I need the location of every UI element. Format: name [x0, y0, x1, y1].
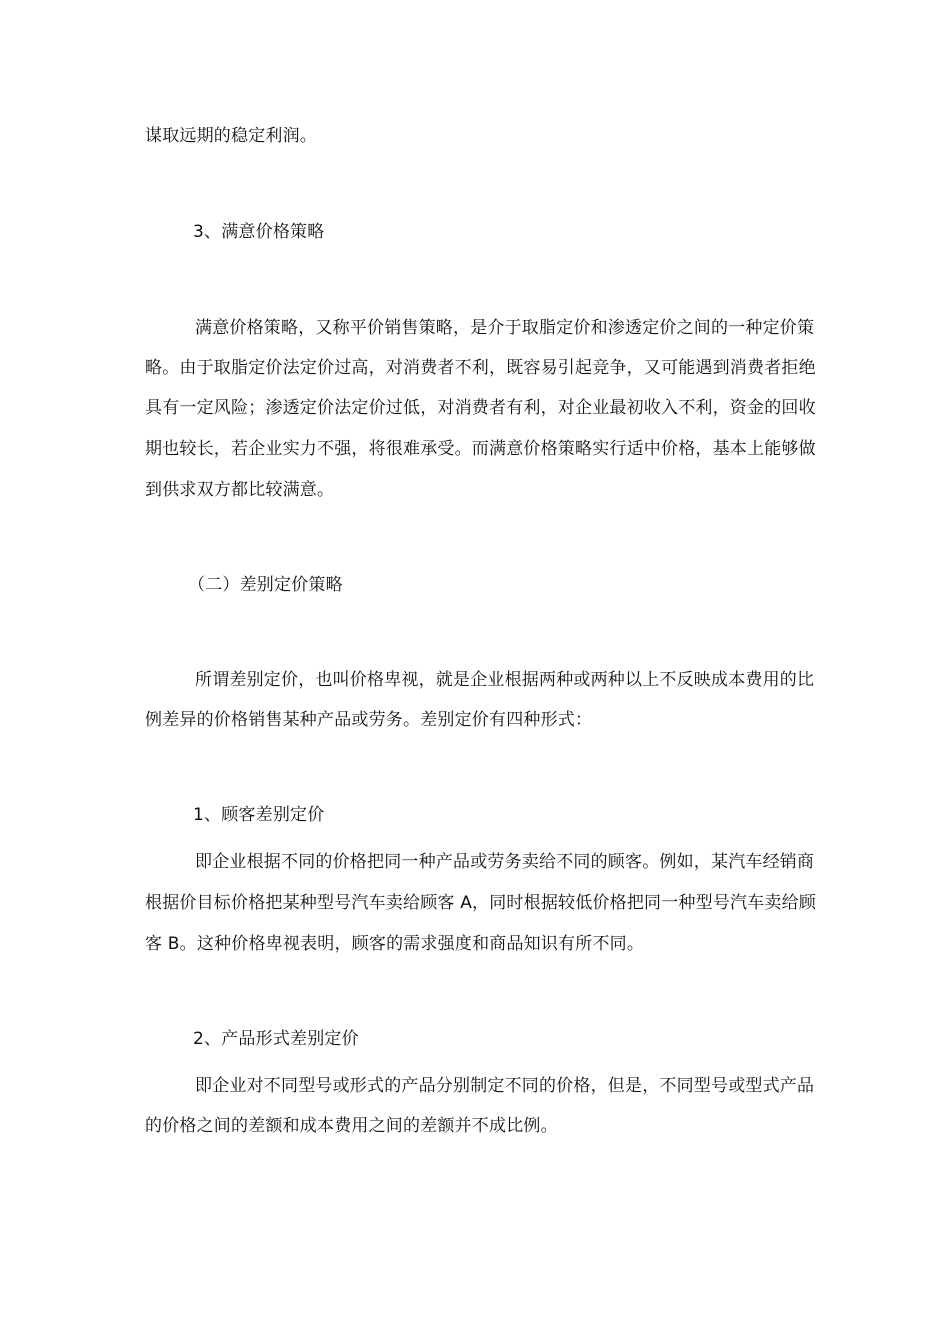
paragraph-line: 例差异的价格销售某种产品或劳务。差别定价有四种形式： — [145, 710, 593, 730]
paragraph-line: 即企业对不同型号或形式的产品分别制定不同的价格，但是，不同型号或型式产品 — [195, 1076, 815, 1096]
subsection-heading: 2、产品形式差别定价 — [193, 1029, 359, 1049]
paragraph-line: 满意价格策略，又称平价销售策略，是介于取脂定价和渗透定价之间的一种定价策 — [195, 318, 815, 338]
subsection-heading: 1、顾客差别定价 — [193, 805, 325, 825]
paragraph-line: 期也较长，若企业实力不强，将很难承受。而满意价格策略实行适中价格，基本上能够做 — [145, 439, 816, 459]
paragraph-line: 到供求双方都比较满意。 — [145, 480, 335, 500]
paragraph-line: 所谓差别定价，也叫价格卑视，就是企业根据两种或两种以上不反映成本费用的比 — [195, 670, 815, 690]
paragraph-line: 客 B。这种价格卑视表明，顾客的需求强度和商品知识有所不同。 — [145, 934, 645, 954]
paragraph-line: 即企业根据不同的价格把同一种产品或劳务卖给不同的顾客。例如，某汽车经销商 — [195, 852, 815, 872]
paragraph-line: 的价格之间的差额和成本费用之间的差额并不成比例。 — [145, 1116, 558, 1136]
section-heading: 3、满意价格策略 — [193, 222, 325, 242]
paragraph-line: 具有一定风险；渗透定价法定价过低，对消费者有利，对企业最初收入不利，资金的回收 — [145, 398, 816, 418]
paragraph-line: 略。由于取脂定价法定价过高，对消费者不利，既容易引起竞争，又可能遇到消费者拒绝 — [145, 358, 816, 378]
paragraph-line: 谋取远期的稳定利润。 — [145, 126, 317, 146]
paragraph-line: 根据价目标价格把某种型号汽车卖给顾客 A，同时根据较低价格把同一种型号汽车卖给顾 — [145, 893, 817, 913]
section-heading: （二）差别定价策略 — [188, 575, 343, 595]
